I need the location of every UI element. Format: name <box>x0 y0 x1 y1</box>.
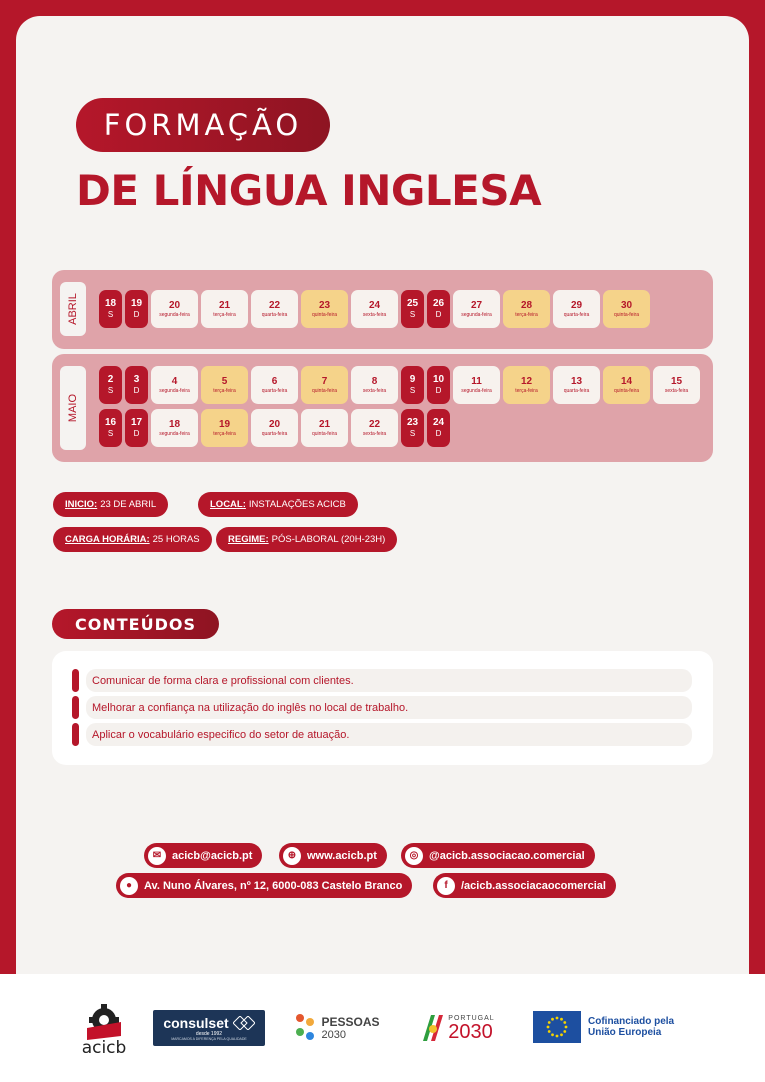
eu-star <box>565 1026 568 1029</box>
calendar-day <box>453 290 500 328</box>
day-weekday: segunda-feira <box>159 387 190 394</box>
day-weekday: D <box>133 385 140 395</box>
calendar-day <box>151 290 198 328</box>
location-pin-icon: ● <box>120 877 138 895</box>
eu-star <box>551 1033 554 1036</box>
calendar-weekend-day <box>427 409 450 447</box>
location-badge <box>198 492 358 517</box>
day-weekday: S <box>409 428 416 438</box>
day-number: 22 <box>268 299 281 311</box>
eu-star <box>563 1021 566 1024</box>
globe-icon: ⊕ <box>283 847 301 865</box>
schedule-label: REGIME: <box>228 534 269 545</box>
facebook-icon: f <box>437 877 455 895</box>
day-number: 8 <box>371 375 378 387</box>
instagram-link[interactable] <box>401 843 595 868</box>
month-label-text: ABRIL <box>67 293 80 325</box>
day-number: 19 <box>218 418 231 430</box>
calendar-may <box>52 354 713 462</box>
calendar-session-day <box>603 290 650 328</box>
day-weekday: terça-feira <box>515 311 538 318</box>
day-weekday: segunda-feira <box>159 430 190 437</box>
hours-badge <box>53 527 212 552</box>
day-number: 6 <box>271 375 278 387</box>
start-date-value: 23 DE ABRIL <box>100 499 157 510</box>
day-weekday: quinta-feira <box>613 387 639 394</box>
day-number: 26 <box>432 297 445 309</box>
hours-value: 25 HORAS <box>152 534 200 545</box>
website-link[interactable] <box>279 843 387 868</box>
calendar-session-day <box>503 290 550 328</box>
calendar-weekend-day <box>401 290 424 328</box>
pessoas-2030-logo <box>288 1010 384 1046</box>
eu-star <box>560 1033 563 1036</box>
consulset-logo-text: consulset <box>163 1015 229 1031</box>
calendar-weekend-day <box>427 366 450 404</box>
day-number: 28 <box>520 299 533 311</box>
calendar-day <box>351 366 398 404</box>
consulset-logo <box>153 1010 265 1046</box>
website-text: www.acicb.pt <box>307 849 377 862</box>
calendar-session-day <box>503 366 550 404</box>
day-weekday: D <box>133 428 140 438</box>
day-weekday: quarta-feira <box>261 387 288 394</box>
calendar-day <box>553 366 600 404</box>
title-badge: FORMAÇÃO <box>76 98 330 152</box>
day-number: 19 <box>130 297 143 309</box>
day-number: 20 <box>268 418 281 430</box>
contents-list <box>52 651 713 765</box>
calendar-session-day <box>301 366 348 404</box>
bullet-bar <box>72 723 79 746</box>
day-weekday: terça-feira <box>515 387 538 394</box>
day-weekday: quarta-feira <box>563 387 590 394</box>
day-weekday: segunda-feira <box>461 387 492 394</box>
acicb-logo-text: acicb <box>81 1037 127 1058</box>
contents-heading: CONTEÚDOS <box>52 609 219 639</box>
day-weekday: sexta-feira <box>362 430 387 437</box>
day-number: 18 <box>104 297 117 309</box>
day-number: 4 <box>171 375 178 387</box>
day-number: 27 <box>470 299 483 311</box>
schedule-badge <box>216 527 397 552</box>
day-number: 7 <box>321 375 328 387</box>
day-weekday: quarta-feira <box>261 430 288 437</box>
day-number: 14 <box>620 375 633 387</box>
day-weekday: S <box>409 309 416 319</box>
calendar-day <box>251 366 298 404</box>
eu-text-block <box>588 1016 674 1038</box>
hours-label: CARGA HORÁRIA: <box>65 534 150 545</box>
day-weekday: quinta-feira <box>311 387 337 394</box>
schedule-value: PÓS-LABORAL (20H-23H) <box>271 534 386 545</box>
calendar-day <box>251 409 298 447</box>
day-weekday: S <box>107 428 114 438</box>
month-label-april <box>60 282 86 336</box>
consulset-since-text: desde 1992 <box>195 1031 223 1037</box>
calendar-session-day <box>603 366 650 404</box>
day-weekday: D <box>133 309 140 319</box>
day-weekday: quinta-feira <box>311 311 337 318</box>
list-item <box>72 696 692 719</box>
calendar-session-day <box>201 409 248 447</box>
day-weekday: terça-feira <box>213 387 236 394</box>
instagram-text: @acicb.associacao.comercial <box>429 849 585 862</box>
list-item-text: Comunicar de forma clara e profissional com clientes. <box>86 669 692 692</box>
eu-cofunding-logo <box>533 1011 693 1043</box>
day-number: 24 <box>368 299 381 311</box>
day-weekday: D <box>435 385 442 395</box>
calendar-weekend-day <box>99 366 122 404</box>
calendar-session-day <box>201 366 248 404</box>
day-number: 23 <box>318 299 331 311</box>
day-weekday: quarta-feira <box>563 311 590 318</box>
day-weekday: sexta-feira <box>664 387 689 394</box>
day-number: 15 <box>670 375 683 387</box>
email-text: acicb@acicb.pt <box>172 849 253 862</box>
calendar-day <box>201 290 248 328</box>
eu-star <box>547 1026 550 1029</box>
address-text: Av. Nuno Álvares, nº 12, 6000-083 Castelo Branco <box>144 879 403 892</box>
calendar-weekend-day <box>125 290 148 328</box>
calendar-day <box>151 409 198 447</box>
calendar-weekend-day <box>99 290 122 328</box>
eu-star <box>556 1017 559 1020</box>
day-weekday: segunda-feira <box>159 311 190 318</box>
start-date-label: INICIO: <box>65 499 98 510</box>
calendar-weekend-day <box>125 409 148 447</box>
day-number: 22 <box>368 418 381 430</box>
instagram-icon: ◎ <box>405 847 423 865</box>
day-number: 10 <box>432 373 445 385</box>
consulset-logo-row <box>163 1015 254 1031</box>
eu-star <box>548 1030 551 1033</box>
day-weekday: quarta-feira <box>261 311 288 318</box>
address-link[interactable] <box>116 873 412 898</box>
calendar-day <box>653 366 700 404</box>
calendar-weekend-day <box>401 409 424 447</box>
day-number: 21 <box>318 418 331 430</box>
day-weekday: S <box>409 385 416 395</box>
day-number: 12 <box>520 375 533 387</box>
day-weekday: D <box>435 428 442 438</box>
eu-line-2: União Europeia <box>588 1027 662 1038</box>
day-number: 24 <box>432 416 445 428</box>
day-number: 11 <box>471 375 482 387</box>
start-date-badge <box>53 492 168 517</box>
page-title: DE LÍNGUA INGLESA <box>76 166 542 215</box>
eu-line-1: Cofinanciado pela <box>588 1016 675 1027</box>
consulset-pattern-icon <box>233 1016 255 1030</box>
bullet-bar <box>72 696 79 719</box>
day-weekday: segunda-feira <box>461 311 492 318</box>
acicb-gear-icon <box>81 1002 127 1040</box>
pessoas-text-block <box>321 1015 379 1041</box>
eu-star <box>563 1030 566 1033</box>
day-weekday: quinta-feira <box>311 430 337 437</box>
calendar-weekend-day <box>99 409 122 447</box>
calendar-weekend-day <box>427 290 450 328</box>
list-item <box>72 669 692 692</box>
calendar-day <box>151 366 198 404</box>
mail-icon: ✉ <box>148 847 166 865</box>
facebook-link[interactable] <box>433 873 616 898</box>
calendar-session-day <box>301 290 348 328</box>
portugal-2030-logo <box>412 1008 504 1048</box>
pessoas-year: 2030 <box>321 1029 346 1041</box>
day-number: 21 <box>218 299 231 311</box>
day-number: 23 <box>406 416 419 428</box>
eu-star <box>556 1035 559 1038</box>
consulset-tagline: MARCAMOS A DIFERENÇA PELA QUALIDADE <box>171 1037 247 1041</box>
day-weekday: D <box>435 309 442 319</box>
location-label: LOCAL: <box>210 499 246 510</box>
day-weekday: S <box>107 309 114 319</box>
day-number: 13 <box>570 375 583 387</box>
day-number: 25 <box>406 297 419 309</box>
day-number: 16 <box>104 416 117 428</box>
day-weekday: terça-feira <box>213 430 236 437</box>
email-link[interactable] <box>144 843 262 868</box>
calendar-april <box>52 270 713 349</box>
location-value: INSTALAÇÕES ACICB <box>248 499 346 510</box>
pessoas-figures-icon <box>292 1012 318 1044</box>
eu-star <box>551 1018 554 1021</box>
portugal-text: PORTUGAL <box>448 1014 495 1022</box>
pessoas-text: PESSOAS <box>321 1015 380 1029</box>
portugal-flag-icon <box>421 1013 445 1043</box>
calendar-day <box>453 366 500 404</box>
day-number: 3 <box>133 373 140 385</box>
month-label-may <box>60 366 86 450</box>
eu-star <box>548 1021 551 1024</box>
facebook-text: /acicb.associacaocomercial <box>461 879 606 892</box>
day-number: 29 <box>570 299 583 311</box>
calendar-day <box>351 290 398 328</box>
month-label-text: MAIO <box>67 393 79 423</box>
day-number: 30 <box>620 299 633 311</box>
eu-flag-icon <box>533 1011 581 1043</box>
calendar-day <box>251 290 298 328</box>
list-item <box>72 723 692 746</box>
list-item-text: Aplicar o vocabulário especifico do setor de atuação. <box>86 723 692 746</box>
calendar-day <box>301 409 348 447</box>
day-weekday: quinta-feira <box>613 311 639 318</box>
calendar-day <box>351 409 398 447</box>
acicb-logo <box>76 998 132 1060</box>
calendar-day <box>553 290 600 328</box>
day-weekday: sexta-feira <box>362 311 387 318</box>
list-item-text: Melhorar a confiança na utilização do inglês no local de trabalho. <box>86 696 692 719</box>
day-number: 20 <box>168 299 181 311</box>
day-weekday: sexta-feira <box>362 387 387 394</box>
day-number: 9 <box>409 373 416 385</box>
day-number: 2 <box>107 373 114 385</box>
day-number: 18 <box>168 418 181 430</box>
eu-star <box>560 1018 563 1021</box>
calendar-weekend-day <box>125 366 148 404</box>
day-number: 5 <box>221 375 228 387</box>
portugal-text-block <box>448 1015 494 1042</box>
bullet-bar <box>72 669 79 692</box>
day-number: 17 <box>130 416 143 428</box>
day-weekday: S <box>107 385 114 395</box>
portugal-year: 2030 <box>448 1020 493 1043</box>
calendar-weekend-day <box>401 366 424 404</box>
day-weekday: terça-feira <box>213 311 236 318</box>
